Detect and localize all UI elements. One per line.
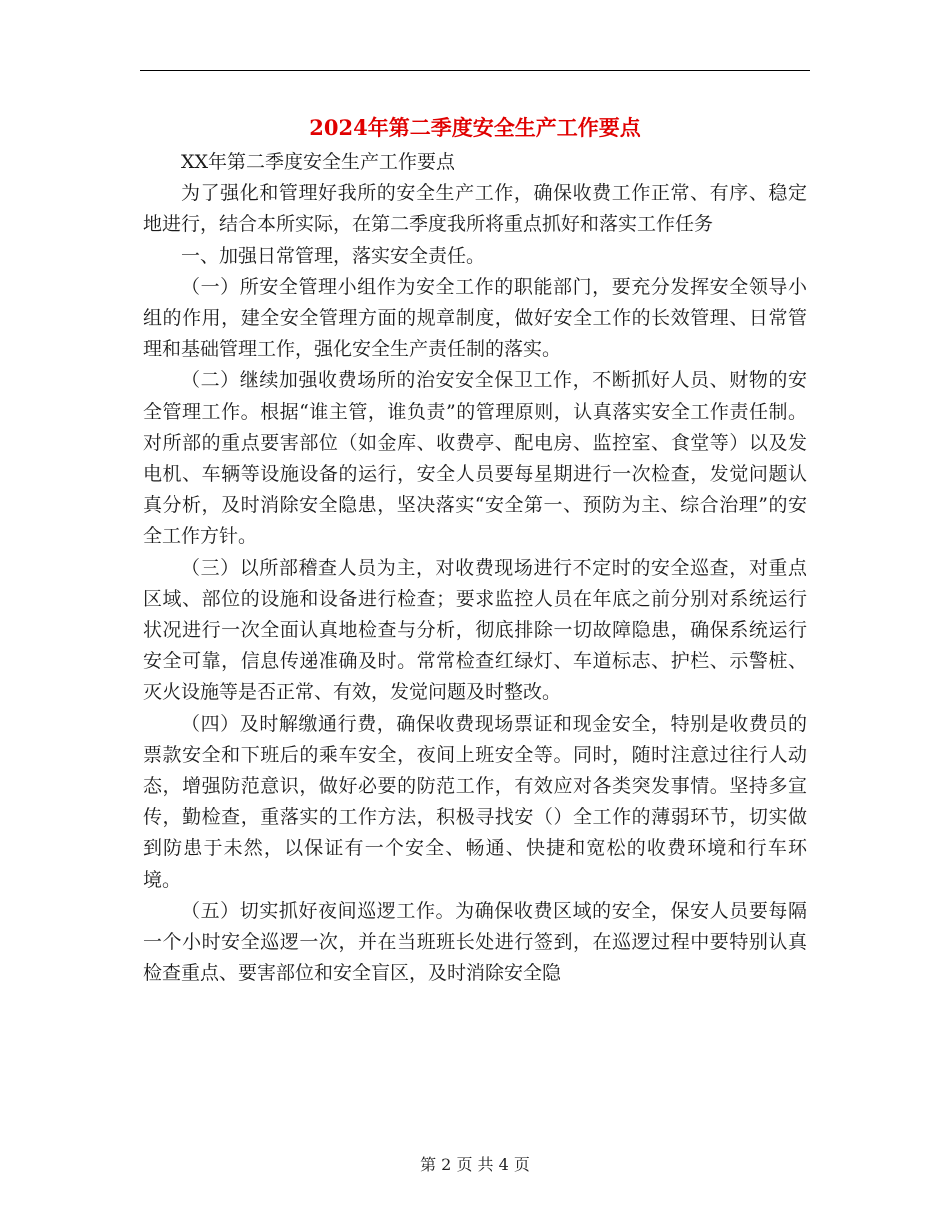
document-title: 2024年第二季度安全生产工作要点 [309,115,641,140]
header-rule [140,70,810,71]
paragraph-item-5: （五）切实抓好夜间巡逻工作。为确保收费区域的安全，保安人员要每隔一个小时安全巡逻一次，并在当班班长处进行签到，在巡逻过程中要特别认真检查重点、要害部位和安全盲区，及时消除安全隐 [143,899,807,985]
paragraph-subtitle: XX年第二季度安全生产工作要点 [181,151,456,173]
paragraph-item-3: （三）以所部稽查人员为主，对收费现场进行不定时的安全巡查，对重点区域、部位的设施和设备进行检查；要求监控人员在年底之前分别对系统运行状况进行一次全面认真地检查与分析，彻底排除一切故障隐患，确保系统运行安全可靠，信息传递准确及时。常常检查红绿灯、车道标志、护栏、示警桩、灭火设施等是否正常、有效，发觉问题及时整改。 [143,556,807,704]
paragraph-item-2: （二）继续加强收费场所的治安安全保卫工作，不断抓好人员、财物的安全管理工作。根据“谁主管，谁负责”的管理原则，认真落实安全工作责任制。对所部的重点要害部位（如金库、收费亭、配电房、监控室、食堂等）以及发电机、车辆等设施设备的运行，安全人员要每星期进行一次检查，发觉问题认真分析，及时消除安全隐患，坚决落实“安全第一、预防为主、综合治理”的安全工作方针。 [143,369,807,548]
paragraph-item-4: （四）及时解缴通行费，确保收费现场票证和现金安全，特别是收费员的票款安全和下班后的乘车安全，夜间上班安全等。同时，随时注意过往行人动态，增强防范意识，做好必要的防范工作，有效应对各类突发事情。坚持多宣传，勤检查，重落实的工作方法，积极寻找安（）全工作的薄弱环节，切实做到防患于未然，以保证有一个安全、畅通、快捷和宽松的收费环境和行车环境。 [143,712,807,891]
page-number: 第 2 页 共 4 页 [420,1155,530,1174]
section-heading: 一、加强日常管理，落实安全责任。 [181,244,486,267]
paragraph-intro: 为了强化和管理好我所的安全生产工作，确保收费工作正常、有序、稳定地进行，结合本所实际，在第二季度我所将重点抓好和落实工作任务 [143,182,807,236]
document-body [143,147,807,989]
paragraph-item-1: （一）所安全管理小组作为安全工作的职能部门，要充分发挥安全领导小组的作用，建全安全管理方面的规章制度，做好安全工作的长效管理、日常管理和基础管理工作，强化安全生产责任制的落实。 [143,275,807,361]
